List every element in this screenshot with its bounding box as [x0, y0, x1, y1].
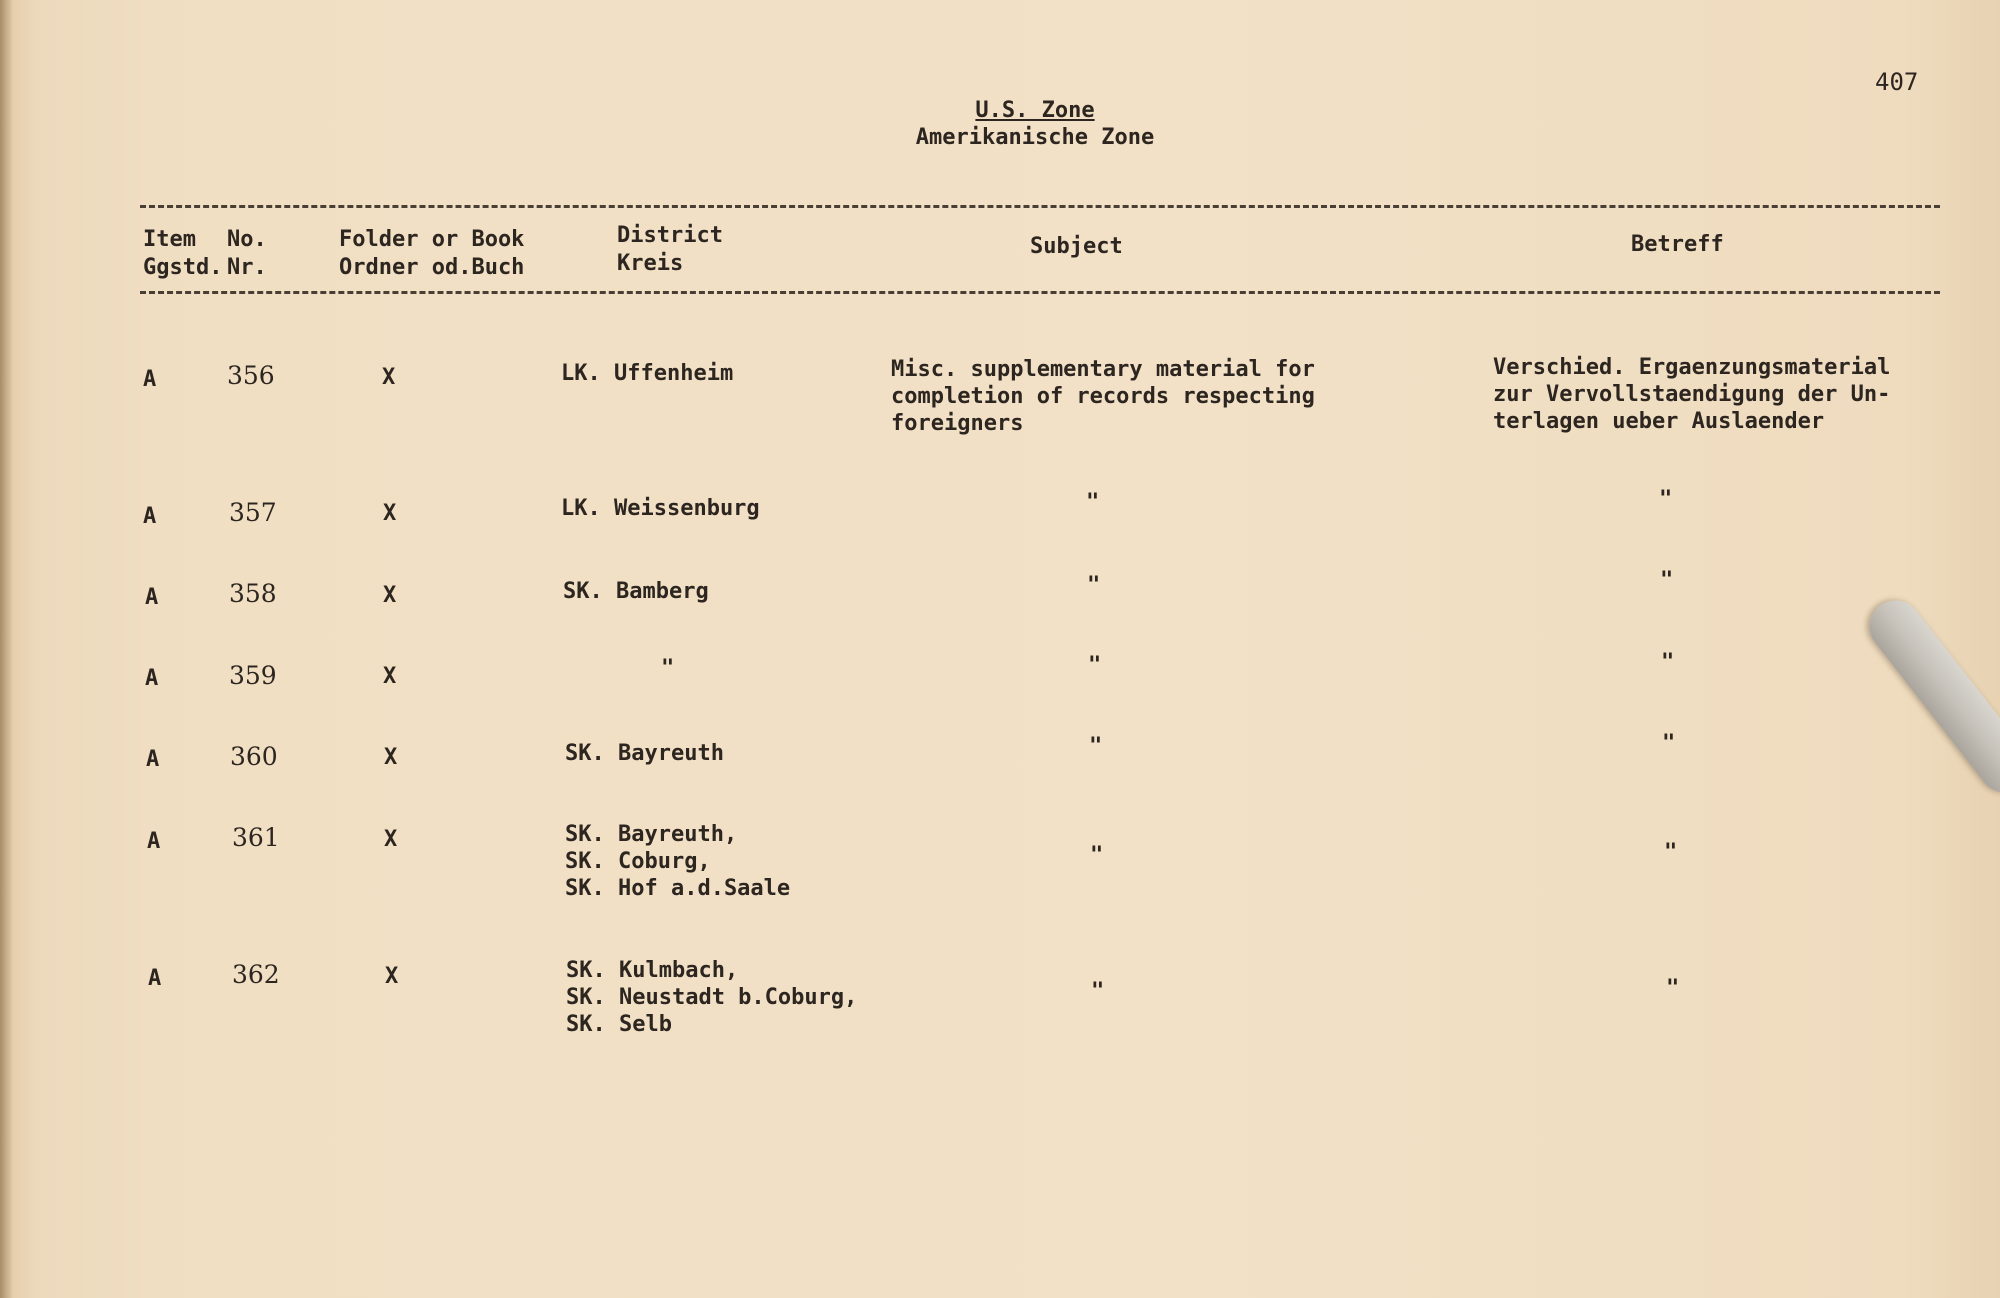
row-district: SK. Kulmbach, SK. Neustadt b.Coburg, SK. Selb — [566, 958, 858, 1037]
row-number: 358 — [229, 579, 277, 608]
row-item: A — [143, 367, 157, 392]
row-item: A — [148, 966, 162, 991]
header-item: Item — [143, 227, 196, 252]
header-nr: Nr. — [227, 255, 267, 280]
row-betreff: " — [1662, 731, 1676, 756]
page-subtitle: Amerikanische Zone — [915, 125, 1155, 150]
row-item: A — [143, 504, 157, 529]
row-subject: Misc. supplementary material for completion of records respecting foreigners — [891, 357, 1315, 436]
row-betreff: Verschied. Ergaenzungsmaterial zur Vervollstaendigung der Un- terlagen ueber Auslaender — [1493, 355, 1891, 434]
row-subject: " — [1088, 653, 1102, 678]
row-item: A — [145, 666, 159, 691]
row-betreff: " — [1666, 976, 1680, 1001]
page-binding-edge — [0, 0, 12, 1298]
row-folder: X — [385, 964, 399, 989]
row-betreff: " — [1661, 650, 1675, 675]
row-folder: X — [383, 583, 397, 608]
header-no: No. — [227, 227, 267, 252]
row-number: 356 — [227, 361, 275, 390]
page-number: 407 — [1875, 68, 1919, 96]
row-subject: " — [1086, 490, 1100, 515]
row-item: A — [146, 747, 160, 772]
letter-opener — [1859, 590, 2000, 803]
row-district: SK. Bayreuth — [565, 741, 724, 766]
row-betreff: " — [1660, 568, 1674, 593]
row-number: 359 — [229, 661, 277, 690]
row-folder: X — [384, 745, 398, 770]
row-number: 362 — [232, 960, 280, 989]
row-district: LK. Weissenburg — [561, 496, 760, 521]
row-item: A — [145, 585, 159, 610]
row-folder: X — [383, 664, 397, 689]
row-number: 360 — [230, 742, 278, 771]
page-title: U.S. Zone — [975, 98, 1095, 123]
row-district: SK. Bamberg — [563, 579, 709, 604]
header-ggstd: Ggstd. — [143, 255, 223, 280]
row-folder: X — [384, 827, 398, 852]
row-number: 357 — [229, 498, 277, 527]
header-rule-bottom — [140, 291, 1940, 294]
header-folder: Folder or Book — [339, 227, 525, 252]
row-subject: " — [1089, 734, 1103, 759]
row-subject: " — [1087, 573, 1101, 598]
row-item: A — [147, 829, 161, 854]
row-number: 361 — [232, 823, 280, 852]
header-rule-top — [140, 205, 1940, 208]
row-district: " — [661, 656, 675, 681]
header-subject: Subject — [1030, 234, 1123, 259]
row-subject: " — [1091, 979, 1105, 1004]
header-district: District — [617, 223, 723, 248]
row-district: SK. Bayreuth, SK. Coburg, SK. Hof a.d.Saale — [565, 822, 791, 901]
header-kreis: Kreis — [617, 251, 684, 276]
row-betreff: " — [1659, 487, 1673, 512]
row-subject: " — [1090, 843, 1104, 868]
row-betreff: " — [1664, 840, 1678, 865]
row-folder: X — [382, 365, 396, 390]
header-betreff: Betreff — [1631, 232, 1724, 257]
row-district: LK. Uffenheim — [561, 361, 734, 386]
row-folder: X — [383, 501, 397, 526]
header-ordner: Ordner od.Buch — [339, 255, 525, 280]
